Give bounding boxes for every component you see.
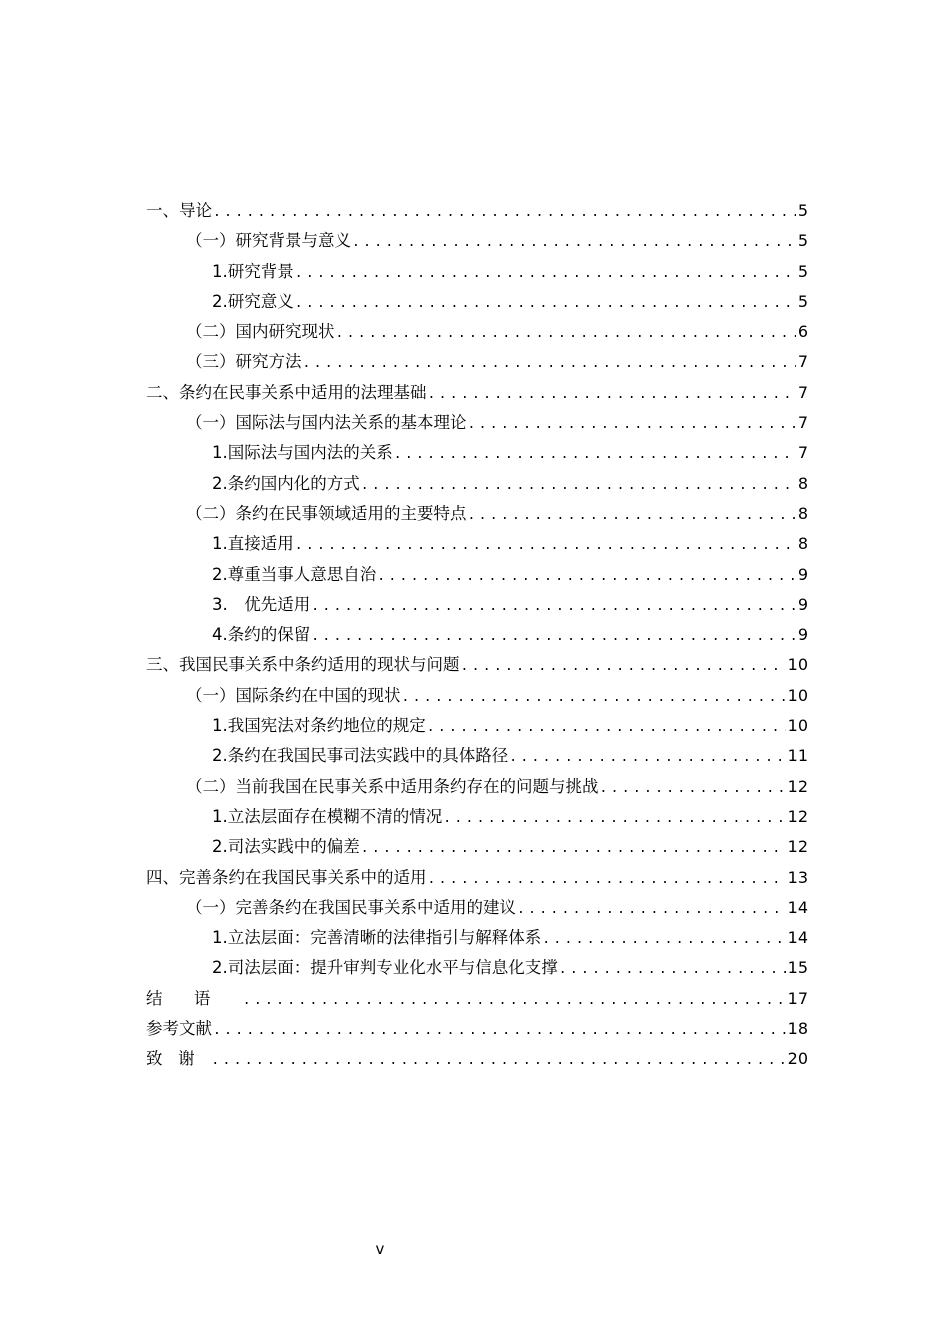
toc-dot-leader [336, 319, 796, 349]
toc-dot-leader [295, 289, 796, 319]
toc-entry-title: （二）当前我国在民事关系中适用条约存在的问题与挑战 [186, 776, 599, 796]
toc-dot-leader [600, 774, 786, 804]
toc-dot-leader [461, 652, 786, 682]
toc-entry[interactable] [146, 560, 808, 590]
toc-entry[interactable] [146, 802, 808, 832]
toc-entry[interactable] [146, 923, 808, 953]
toc-dot-leader [211, 1046, 785, 1076]
toc-entry-page: 12 [787, 837, 808, 857]
toc-entry-title: 2.条约在我国民事司法实践中的具体路径 [212, 746, 509, 766]
toc-entry-title: 1.我国宪法对条约地位的规定 [212, 716, 426, 736]
toc-entry[interactable] [146, 347, 808, 377]
toc-dot-leader [428, 380, 796, 410]
toc-entry-page: 5 [797, 231, 808, 251]
toc-entry-page: 9 [797, 625, 808, 645]
toc-dot-leader [559, 955, 786, 985]
toc-entry-title: （一）国际条约在中国的现状 [186, 685, 401, 705]
toc-entry[interactable] [146, 681, 808, 711]
toc-entry-page: 5 [797, 261, 808, 281]
toc-entry-title: （一）研究背景与意义 [186, 231, 351, 251]
toc-entry-title: 2.尊重当事人意思自治 [212, 564, 377, 584]
toc-entry-page: 17 [787, 988, 808, 1008]
toc-entry[interactable] [146, 984, 808, 1014]
toc-entry[interactable] [146, 832, 808, 862]
toc-entry-title: 2.研究意义 [212, 291, 294, 311]
toc-entry[interactable] [146, 1014, 808, 1044]
toc-entry-page: 20 [787, 1049, 808, 1069]
toc-entry-page: 12 [787, 806, 808, 826]
toc-dot-leader [517, 895, 786, 925]
toc-entry-page: 12 [787, 776, 808, 796]
toc-entry-page: 14 [787, 897, 808, 917]
toc-entry-title: 致谢 [146, 1049, 211, 1069]
toc-entry-page: 7 [797, 382, 808, 402]
toc-entry-page: 7 [797, 352, 808, 372]
toc-entry[interactable] [146, 620, 808, 650]
toc-entry-page: 5 [797, 291, 808, 311]
toc-entry-page: 13 [787, 867, 808, 887]
toc-entry[interactable] [146, 741, 808, 771]
toc-entry-title: 1.立法层面存在模糊不清的情况 [212, 806, 443, 826]
toc-entry-title: 一、导论 [146, 201, 212, 220]
toc-entry[interactable] [146, 711, 808, 741]
toc-entry-title: 1.直接适用 [212, 534, 294, 554]
toc-entry-title: 四、完善条约在我国民事关系中的适用 [146, 867, 427, 887]
toc-entry-page: 10 [787, 685, 808, 705]
toc-entry-page: 8 [797, 473, 808, 493]
toc-entry-title: 参考文献 [146, 1019, 212, 1039]
toc-entry-title: 2.司法实践中的偏差 [212, 837, 360, 857]
toc-entry-title: 4.条约的保留 [212, 625, 311, 645]
toc-entry-page: 15 [787, 958, 808, 978]
toc-dot-leader [443, 804, 785, 834]
toc-entry[interactable] [146, 650, 808, 680]
toc-dot-leader [509, 743, 785, 773]
toc-dot-leader [542, 925, 785, 955]
toc-entry-title: 1.立法层面：完善清晰的法律指引与解释体系 [212, 928, 542, 948]
toc-entry-page: 6 [797, 322, 808, 342]
toc-entry[interactable] [146, 772, 808, 802]
toc-entry-title: 2.司法层面：提升审判专业化水平与信息化支撑 [212, 958, 558, 978]
toc-entry[interactable] [146, 953, 808, 983]
toc-entry[interactable] [146, 287, 808, 317]
toc-entry-title: （一）完善条约在我国民事关系中适用的建议 [186, 897, 516, 917]
toc-entry-page: 10 [787, 716, 808, 736]
toc-entry-title: 1.国际法与国内法的关系 [212, 443, 393, 463]
toc-entry-page: 7 [797, 413, 808, 433]
toc-entry-page: 7 [797, 443, 808, 463]
toc-entry[interactable] [146, 590, 808, 620]
toc-entry-title: （三）研究方法 [186, 352, 302, 372]
toc-entry-page: 18 [787, 1019, 808, 1039]
toc-entry-title: 三、我国民事关系中条约适用的现状与问题 [146, 655, 460, 675]
toc-entry[interactable] [146, 378, 808, 408]
toc-entry-title: 结语 [146, 988, 242, 1008]
toc-entry[interactable] [146, 1044, 808, 1074]
toc-entry-title: （二）国内研究现状 [186, 322, 335, 342]
toc-dot-leader [468, 501, 796, 531]
toc-entry-page: 8 [797, 503, 808, 523]
toc-dot-leader [311, 622, 796, 652]
toc-dot-leader [428, 865, 786, 895]
toc-dot-leader [468, 410, 796, 440]
toc-entry-page: 14 [787, 928, 808, 948]
toc-entry[interactable] [146, 317, 808, 347]
toc-entry-title: （一）国际法与国内法关系的基本理论 [186, 413, 467, 433]
toc-entry-page: 9 [797, 564, 808, 584]
toc-entry-page: 10 [787, 655, 808, 675]
toc-entry-title: 1.研究背景 [212, 261, 294, 281]
toc-entry[interactable] [146, 863, 808, 893]
toc-dot-leader [295, 531, 796, 561]
toc-entry[interactable] [146, 438, 808, 468]
toc-dot-leader [311, 592, 796, 622]
toc-dot-leader [361, 471, 796, 501]
toc-dot-leader [352, 228, 796, 258]
toc-entry-page: 9 [797, 594, 808, 614]
toc-entry-page: 5 [797, 201, 808, 220]
toc-entry[interactable] [146, 499, 808, 529]
toc-dot-leader [394, 440, 796, 470]
toc-entry-page: 11 [787, 746, 808, 766]
toc-entry-title: 二、条约在民事关系中适用的法理基础 [146, 382, 427, 402]
toc-dot-leader [295, 259, 796, 289]
toc-dot-leader [213, 198, 796, 228]
toc-entry[interactable] [146, 893, 808, 923]
toc-dot-leader [427, 713, 786, 743]
toc-dot-leader [303, 349, 796, 379]
toc-entry[interactable] [146, 469, 808, 499]
toc-entry[interactable] [146, 196, 808, 226]
toc-entry[interactable] [146, 257, 808, 287]
toc-dot-leader [377, 562, 796, 592]
toc-entry-title: 3. 优先适用 [212, 594, 311, 614]
toc-dot-leader [213, 1016, 786, 1046]
toc-dot-leader [243, 986, 786, 1016]
toc-dot-leader [402, 683, 786, 713]
page-number: v [375, 1240, 385, 1258]
toc-entry-title: （二）条约在民事领域适用的主要特点 [186, 503, 467, 523]
toc-entry-title: 2.条约国内化的方式 [212, 473, 360, 493]
toc-entry[interactable] [146, 408, 808, 438]
toc-dot-leader [361, 834, 786, 864]
toc-entry-page: 8 [797, 534, 808, 554]
table-of-contents [146, 196, 808, 1075]
toc-entry[interactable] [146, 226, 808, 256]
toc-entry[interactable] [146, 529, 808, 559]
